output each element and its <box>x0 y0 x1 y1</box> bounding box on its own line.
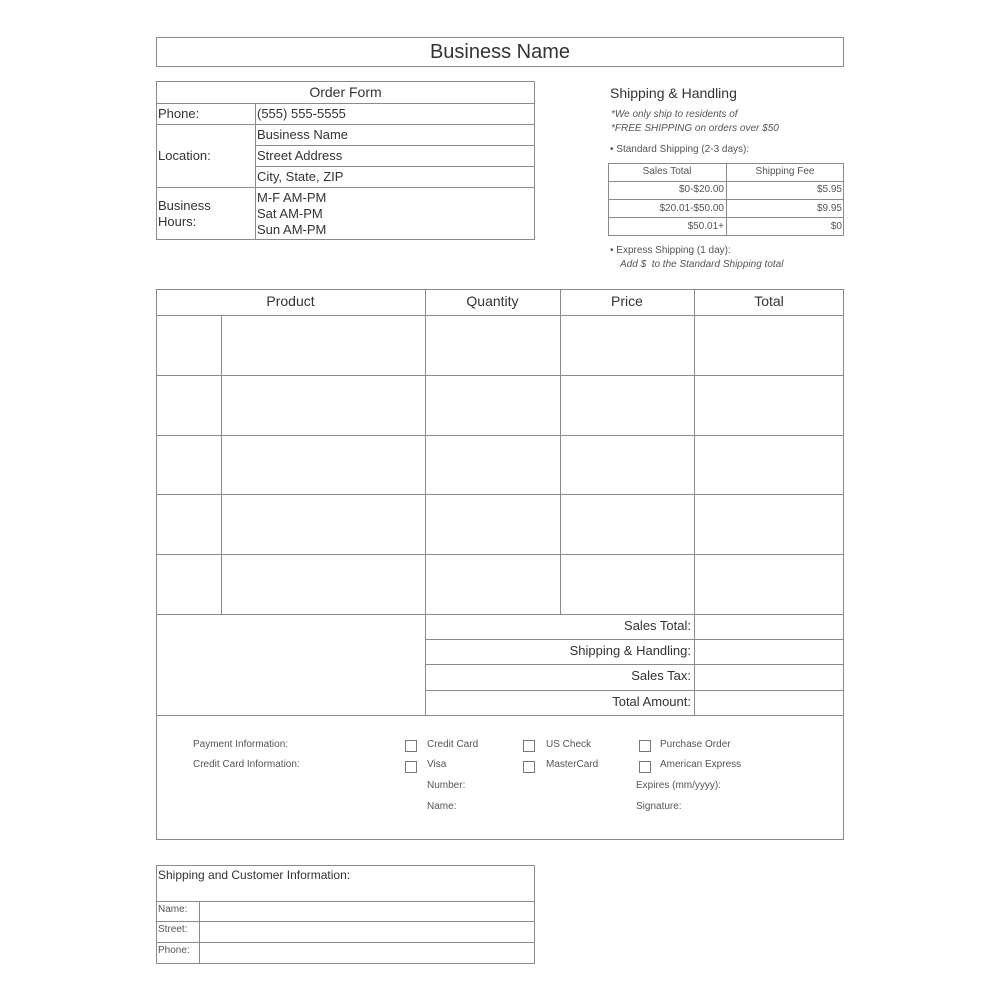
card-name-label: Name: <box>427 801 457 812</box>
standard-shipping-label: • Standard Shipping (2-3 days): <box>610 144 750 155</box>
express-shipping-note: Add $ to the Standard Shipping total <box>620 259 784 270</box>
table-cell: $50.01+ <box>687 221 724 232</box>
total-amount-label: Total Amount: <box>612 694 691 709</box>
signature-label: Signature: <box>636 801 682 812</box>
checkbox-label: Visa <box>427 759 447 770</box>
shipping-note: *We only ship to residents of <box>611 109 738 120</box>
shipping-title: Shipping & Handling <box>610 85 737 101</box>
column-header-product: Product <box>266 293 315 309</box>
column-header-price: Price <box>611 293 643 309</box>
visa-checkbox[interactable] <box>405 761 417 773</box>
table-row <box>156 375 844 376</box>
customer-name-label: Name: <box>158 904 188 915</box>
customer-info-title: Shipping and Customer Information: <box>158 868 351 882</box>
table-row <box>156 494 844 495</box>
sales-tax-label: Sales Tax: <box>631 668 691 683</box>
location-line[interactable]: Street Address <box>257 148 343 163</box>
hours-label: Hours: <box>158 214 197 229</box>
table-row <box>156 435 844 436</box>
shipping-handling-label: Shipping & Handling: <box>569 643 691 658</box>
location-line[interactable]: City, State, ZIP <box>257 169 344 184</box>
sales-total-label: Sales Total: <box>624 618 691 633</box>
checkbox-label: Credit Card <box>427 739 479 750</box>
credit-card-info-label: Credit Card Information: <box>193 759 300 770</box>
phone-value[interactable]: (555) 555-5555 <box>257 106 346 121</box>
order-form-title: Order Form <box>309 84 382 100</box>
payment-info-label: Payment Information: <box>193 739 289 750</box>
american-express-checkbox[interactable] <box>639 761 651 773</box>
customer-phone-label: Phone: <box>158 945 190 956</box>
table-header: Sales Total <box>642 166 692 177</box>
phone-label: Phone: <box>158 106 200 121</box>
hours-label: Business <box>158 198 211 213</box>
customer-phone-field[interactable] <box>200 943 534 963</box>
table-cell: $0-$20.00 <box>678 184 724 195</box>
mastercard-checkbox[interactable] <box>523 761 535 773</box>
table-cell: $5.95 <box>816 184 842 195</box>
order-form-box <box>156 81 535 240</box>
checkbox-label: MasterCard <box>546 759 599 770</box>
checkbox-label: US Check <box>546 739 592 750</box>
hours-line[interactable]: M-F AM-PM <box>257 190 327 205</box>
table-cell: $9.95 <box>816 203 842 214</box>
customer-street-field[interactable] <box>200 922 534 942</box>
checkbox-label: American Express <box>660 759 742 770</box>
shipping-note: *FREE SHIPPING on orders over $50 <box>611 123 779 134</box>
checkbox-label: Purchase Order <box>660 739 731 750</box>
credit-card-checkbox[interactable] <box>405 740 417 752</box>
location-line[interactable]: Business Name <box>257 127 349 142</box>
expires-label: Expires (mm/yyyy): <box>636 780 721 791</box>
card-number-label: Number: <box>427 780 466 791</box>
table-row <box>156 554 844 555</box>
location-label: Location: <box>158 148 211 163</box>
purchase-order-checkbox[interactable] <box>639 740 651 752</box>
customer-street-label: Street: <box>158 924 188 935</box>
customer-name-field[interactable] <box>200 902 534 921</box>
hours-line[interactable]: Sun AM-PM <box>257 222 327 237</box>
hours-line[interactable]: Sat AM-PM <box>257 206 323 221</box>
express-shipping-label: • Express Shipping (1 day): <box>610 245 731 256</box>
business-name-title: Business Name <box>429 41 571 63</box>
table-header: Shipping Fee <box>755 166 815 177</box>
column-header-quantity: Quantity <box>466 293 519 309</box>
us-check-checkbox[interactable] <box>523 740 535 752</box>
order-table <box>156 289 844 840</box>
table-cell: $20.01-$50.00 <box>659 203 724 214</box>
table-cell: $0 <box>830 221 842 232</box>
column-header-total: Total <box>754 293 784 309</box>
